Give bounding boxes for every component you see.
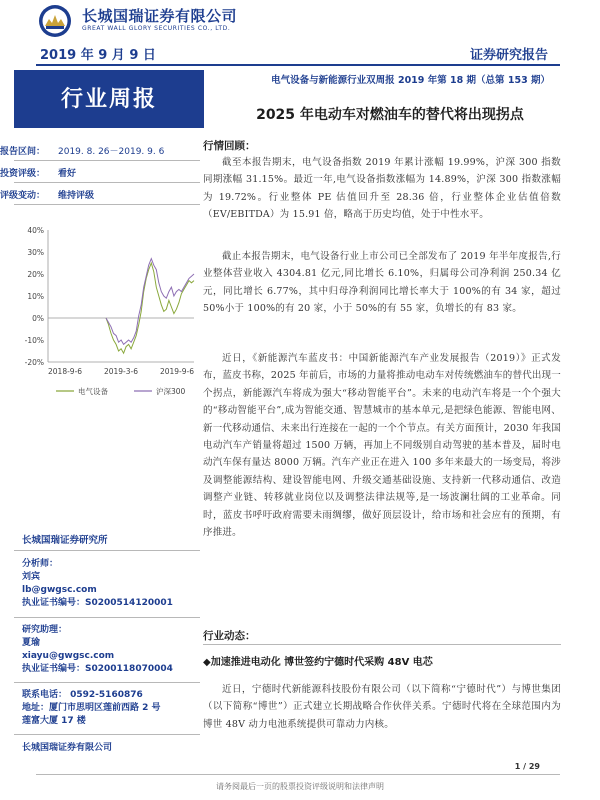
sidebar-divider xyxy=(14,734,200,735)
assistant-label: 研究助理： xyxy=(22,625,68,635)
date-bar xyxy=(0,44,600,66)
x-tick-label: 2019-3-6 xyxy=(103,367,139,376)
sidebar-key: 报告区间： xyxy=(0,147,46,157)
y-tick-label: 10% xyxy=(27,292,44,301)
contact-block xyxy=(22,689,161,728)
page-title: 2025 年电动车对燃油车的替代将出现拐点 xyxy=(256,107,524,123)
y-tick-label: -20% xyxy=(24,358,44,367)
market-paragraph-3: 近日，《新能源汽车蓝皮书：中国新能源汽车产业发展报告（2019）》正式发布，蓝皮书称，2025 年前后，市场的力量将推动电动车对传统燃油车的替代出现一个拐点，新能源汽车将成为强大“移动智能平台”。未来的电动汽车将是一个个强大的“移动智能平台”,成为智能交通、智慧城市的基本单元,是把绿色能源、智能电网、新一代移动通信、未来出行连接在一起的一个个节点。有关方面预计，2030 年我国电动汽车产销量将超过 1500 万辆，再加上不同级别自动驾驶的基本普及，届时电动汽车保有量达 8000 万辆。汽车产业正在进入 100 多年来最大的一场变局，将涉及调整能源结构、建设智能电网、升级交通基础设施、支持新一代移动通信、改造调整产业链、转移就业岗位以及调整法律法规等,是一场波澜壮阔的工业革命。同时，蓝皮书呼吁政府需要未雨绸缪，做好顶层设计，给市场和社会应有的预期，有序推进。 xyxy=(203,353,561,539)
sidebar-row-rating xyxy=(0,166,190,180)
report-date: 2019 年 9 月 9 日 xyxy=(40,48,156,63)
market-paragraph-2: 截止本报告期末，电气设备行业上市公司已全部发布了 2019 年半年度报告,行业整体营业收入 4304.81 亿元,同比增长 6.10%，归属母公司净利润 250.34 亿元，同比增长 6.77%，其中归母净利润同比增长率大于 100%的有 34 家，超过 50%小于 100%的有 20 家，小于 50%的有 55 家，负增长的有 83 家。 xyxy=(203,251,561,315)
page-number: 1 / 29 xyxy=(514,762,540,771)
company-footer: 长城国瑞证券有限公司 xyxy=(22,743,113,753)
sidebar-divider xyxy=(14,204,200,205)
sidebar-divider xyxy=(14,182,200,183)
y-tick-label: -10% xyxy=(24,336,44,345)
great-wall-logo-icon xyxy=(38,4,72,38)
legend-label: 电气设备 xyxy=(78,387,108,396)
series-line-csi300 xyxy=(106,259,194,345)
disclaimer-note: 请务阅最后一页的股票投资评级说明和法律声明 xyxy=(216,782,384,791)
performance-line-chart xyxy=(14,222,200,408)
assistant-block xyxy=(22,624,173,676)
section-divider xyxy=(203,644,561,645)
news-headline: ◆加速推进电动化 博世签约宁德时代采购 48V 电芯 xyxy=(203,657,433,668)
sidebar-value: 看好 xyxy=(58,169,77,179)
y-tick-label: 40% xyxy=(27,226,44,235)
sidebar-key: 评级变动： xyxy=(0,191,46,201)
research-institute: 长城国瑞证券研究所 xyxy=(22,535,108,546)
sidebar-divider xyxy=(14,682,200,683)
header-divider xyxy=(36,64,560,66)
analyst-block xyxy=(22,558,173,610)
y-tick-label: 30% xyxy=(27,248,44,257)
assistant-name: 夏瑜 xyxy=(22,638,41,648)
sidebar-key: 投资评级： xyxy=(0,169,46,179)
sidebar-value: 2019. 8. 26－2019. 9. 6 xyxy=(58,147,165,157)
industry-news-title: 行业动态： xyxy=(203,630,256,642)
contact-phone: 联系电话： 0592-5160876 xyxy=(22,690,143,700)
sidebar-divider xyxy=(14,550,200,551)
sidebar-value: 维持评级 xyxy=(58,191,95,201)
sidebar-row-period xyxy=(0,144,190,158)
contact-address-line2: 莲富大厦 17 楼 xyxy=(22,716,86,726)
analyst-label: 分析师： xyxy=(22,559,59,569)
report-type: 证券研究报告 xyxy=(469,48,548,63)
analyst-email[interactable]: lb@gwgsc.com xyxy=(22,585,97,595)
assistant-cert: 执业证书编号：S0200118070004 xyxy=(22,664,173,674)
market-review-title: 行情回顾： xyxy=(203,140,256,152)
market-paragraph-1: 截至本报告期末，电气设备指数 2019 年累计涨幅 19.99%，沪深 300 指数同期涨幅 31.15%。最近一年,电气设备指数涨幅为 14.89%，沪深 300 指数涨幅为 19.72%。行业整体 PE 估值回升至 28.36 倍，行业整体企业估值倍数（EV/EBITDA）为 15.91 倍，略高于历史均值，处于中性水平。 xyxy=(203,157,561,221)
footer-divider xyxy=(36,774,560,775)
legend-label: 沪深300 xyxy=(156,387,186,396)
y-tick-label: 20% xyxy=(27,270,44,279)
weekly-report-banner xyxy=(14,70,204,128)
series-line-electrical-equipment xyxy=(106,263,194,353)
company-name-en: GREAT WALL GLORY SECURITIES CO., LTD. xyxy=(82,25,231,32)
weekly-report-label: 行业周报 xyxy=(60,87,157,112)
company-name-cn: 长城国瑞证券有限公司 xyxy=(82,7,238,25)
contact-address: 地址：厦门市思明区莲前西路 2 号 xyxy=(22,703,161,713)
sidebar-divider xyxy=(14,617,200,618)
x-tick-label: 2019-9-6 xyxy=(159,367,194,376)
report-series: 电气设备与新能源行业双周报 2019 年第 18 期（总第 153 期） xyxy=(271,75,550,86)
assistant-email[interactable]: xiayu@gwgsc.com xyxy=(22,651,115,661)
y-tick-label: 0% xyxy=(32,314,44,323)
sidebar-divider xyxy=(14,160,200,161)
news-paragraph: 近日，宁德时代新能源科技股份有限公司（以下简称“宁德时代”）与博世集团（以下简称“博世”）正式建立长期战略合作伙伴关系。宁德时代将在全球范围内为博世 48V 动力电池系统提供可靠动力内核。 xyxy=(203,684,561,730)
report-header xyxy=(0,0,600,42)
x-tick-label: 2018-9-6 xyxy=(48,367,83,376)
analyst-name: 刘宾 xyxy=(22,572,41,582)
sidebar-row-rating-change xyxy=(0,188,190,202)
analyst-cert: 执业证书编号：S0200514120001 xyxy=(22,598,173,608)
